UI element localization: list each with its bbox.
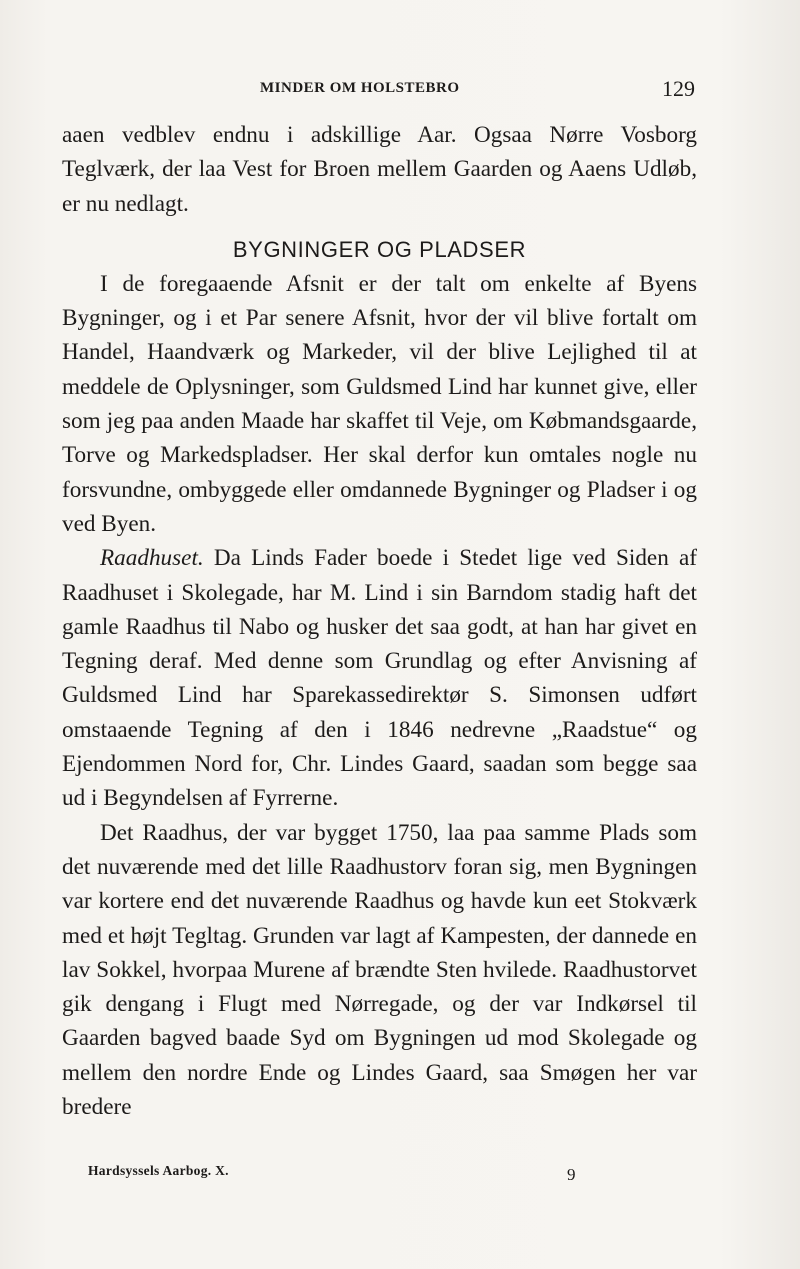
paragraph-intro: I de foregaaende Afsnit er der talt om enkelte af Byens Bygninger, og i et Par senere Afsnit, hvor der vil blive fortalt om Handel, Haandværk og Markeder, vil der blive Lejlighed til at meddele de Oplysninger, som Guldsmed Lind har kunnet give, eller som jeg paa anden Maade har skaffet til Veje, om Købmandsgaarde, Torve og Markedspladser. Her skal derfor kun omtales nogle nu forsvundne, ombyggede eller omdannede Bygninger og Pladser i og ved Byen.	[62, 270, 697, 537]
footer-sheet-number: 9	[567, 1165, 576, 1184]
section-heading: BYGNINGER OG PLADSER	[232, 236, 527, 262]
running-head	[70, 76, 695, 106]
paragraph-continuation: aaen vedblev endnu i adskillige Aar. Ogsaa Nørre Vosborg Teglværk, der laa Vest for Broen mellem Gaarden og Aaens Udløb, er nu nedlagt.	[62, 122, 697, 217]
body-text	[62, 118, 697, 1124]
page-number: 129	[662, 76, 695, 101]
running-title: MINDER OM HOLSTEBRO	[260, 80, 460, 96]
paragraph-raadhus-description: Det Raadhus, der var bygget 1750, laa paa samme Plads som det nuværende med det lille Raadhustorv foran sig, men Bygningen var kortere end det nuværende Raadhus og havde kun eet Stokværk med et højt Tegltag. Grunden var lagt af Kampesten, der dannede en lav Sokkel, hvorpaa Murene af brændte Sten hvilede. Raadhustorvet gik dengang i Flugt med Nørregade, og der var Indkørsel til Gaarden bagved baade Syd om Bygningen ud mod Skolegade og mellem den nordre Ende og Lindes Gaard, saa Smøgen her var bredere	[62, 819, 697, 1121]
paragraph-lead-term: Raadhuset.	[100, 545, 204, 572]
paragraph-raadhuset-text: Da Linds Fader boede i Stedet lige ved Siden af Raadhuset i Skolegade, har M. Lind i sin Barndom stadig haft det gamle Raadhus til Nabo og husker det saa godt, at han har givet en Tegning deraf. Med denne som Grundlag og efter Anvisning af Guldsmed Lind har Sparekassedirektør S. Simonsen udført omstaaende Tegning af den i 1846 nedrevne „Raadstue“ og Ejendommen Nord for, Chr. Lindes Gaard, saadan som begge saa ud i Begyndelsen af Fyrrerne.	[62, 545, 697, 812]
paragraph-raadhuset	[62, 541, 697, 815]
footer-signature: Hardsyssels Aarbog. X.	[88, 1163, 229, 1178]
